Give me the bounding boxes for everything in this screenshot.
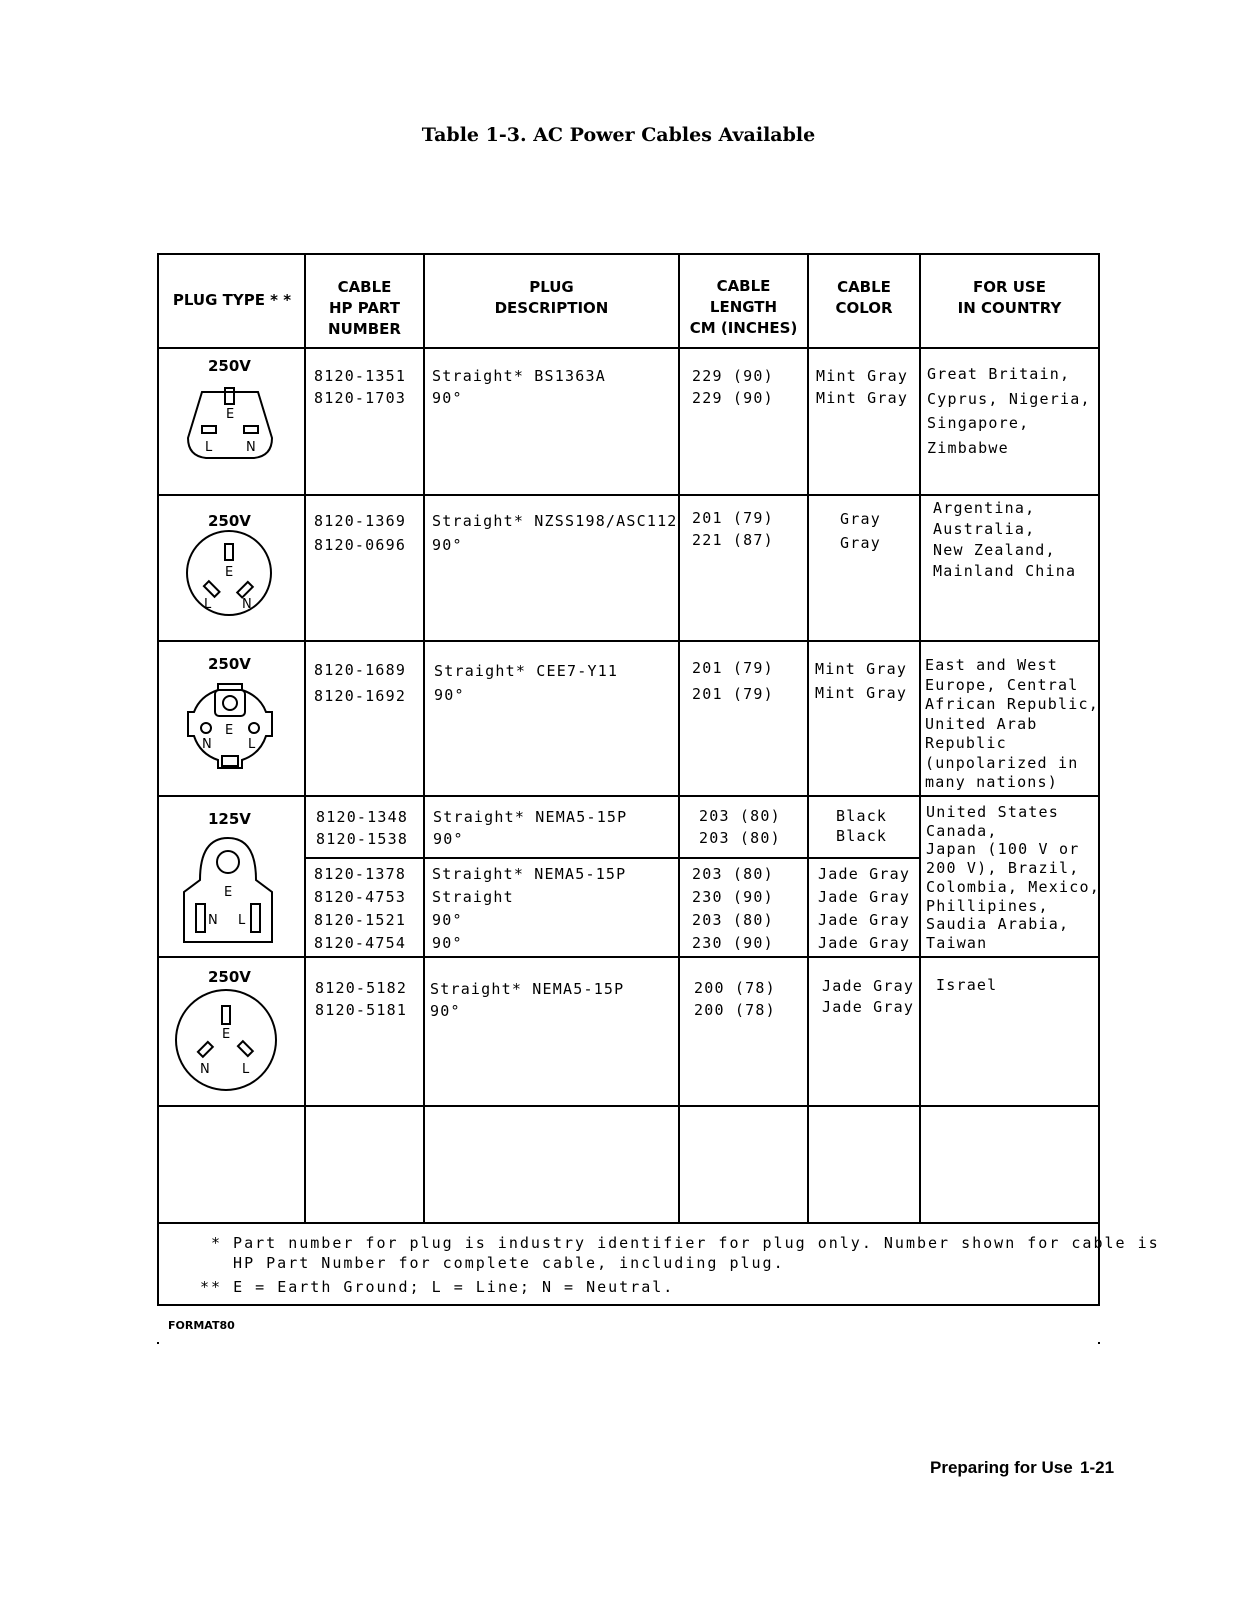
cable-color: Jade Gray Jade Gray	[822, 977, 915, 1016]
footer-page-number: 1-21	[1080, 1458, 1115, 1477]
cable-length: 201 (79) 201 (79)	[692, 659, 774, 703]
subrow-divider	[304, 857, 920, 859]
plug-description: Straight* BS1363A 90°	[432, 367, 606, 407]
cable-length: 229 (90) 229 (90)	[692, 367, 774, 407]
footnote-part-number: * Part number for plug is industry identifier for plug only. Number shown for cable is HP Part Number for complete cable, including plug.	[211, 1234, 1160, 1272]
header-part-number: CABLE HP PART NUMBER	[328, 278, 401, 338]
column-divider	[678, 253, 680, 1224]
footnote-legend: ** E = Earth Ground; L = Line; N = Neutral.	[200, 1278, 675, 1296]
australian-plug-icon	[180, 530, 280, 616]
country-list: Argentina, Australia, New Zealand, Mainland China	[933, 499, 1077, 580]
header-color: CABLE COLOR	[835, 278, 893, 317]
plug-letter-n: N	[242, 597, 252, 612]
cable-color: Gray Gray	[840, 510, 881, 552]
header-description: PLUG DESCRIPTION	[494, 278, 609, 317]
margin-mark	[157, 1342, 159, 1344]
header-length: CABLE LENGTH CM (INCHES)	[689, 277, 798, 337]
margin-mark	[1098, 1342, 1100, 1344]
row-divider	[157, 640, 1100, 642]
header-plug-type: PLUG TYPE * *	[172, 291, 292, 309]
footer-section: Preparing for Use	[930, 1458, 1073, 1477]
plug-letter-e: E	[226, 407, 235, 422]
table-border-left	[157, 253, 159, 1306]
plug-letter-l: L	[238, 913, 246, 928]
plug-letter-e: E	[225, 565, 234, 580]
israel-plug-icon	[172, 988, 282, 1096]
row-divider	[157, 956, 1100, 958]
plug-letter-n: N	[208, 913, 218, 928]
cable-color: Mint Gray Mint Gray	[816, 367, 909, 407]
bs1363-plug-icon	[180, 378, 280, 464]
plug-letter-l: L	[204, 597, 212, 612]
header-country: FOR USE IN COUNTRY	[957, 278, 1062, 317]
plug-description: Straight* NEMA5-15P 90°	[430, 980, 625, 1020]
cable-color: Mint Gray Mint Gray	[815, 660, 908, 702]
table-border-top	[157, 253, 1100, 255]
plug-voltage: 125V	[208, 810, 251, 828]
nema-5-15p-plug-icon	[180, 830, 276, 948]
plug-letter-l: L	[248, 737, 256, 752]
notes-divider	[157, 1222, 1100, 1224]
plug-description: Straight* CEE7-Y11 90°	[434, 662, 619, 704]
part-numbers: 8120-1369 8120-0696	[314, 512, 407, 554]
plug-letter-l: L	[242, 1062, 250, 1077]
row-divider	[157, 1105, 1100, 1107]
part-numbers: 8120-1348 8120-1538	[316, 808, 409, 848]
column-divider	[304, 253, 306, 1224]
cable-length: 203 (80) 203 (80)	[699, 807, 781, 847]
plug-voltage: 250V	[208, 655, 251, 673]
plug-letter-n: N	[246, 440, 256, 455]
column-divider	[423, 253, 425, 1224]
table-border-bottom	[157, 1304, 1100, 1306]
plug-voltage: 250V	[208, 357, 251, 375]
plug-letter-n: N	[200, 1062, 210, 1077]
plug-letter-e: E	[225, 723, 234, 738]
row-divider	[157, 494, 1100, 496]
column-divider	[919, 253, 921, 1224]
country-list: Israel	[936, 976, 998, 994]
cable-length: 203 (80) 230 (90) 203 (80) 230 (90)	[692, 865, 774, 952]
column-divider	[807, 253, 809, 1224]
header-divider	[157, 347, 1100, 349]
format-label: FORMAT80	[168, 1319, 235, 1332]
country-list: United States Canada, Japan (100 V or 200 V), Brazil, Colombia, Mexico, Phillipines, Saudia Arabia, Taiwan	[926, 803, 1100, 952]
country-list: Great Britain, Cyprus, Nigeria, Singapore, Zimbabwe	[927, 365, 1091, 457]
part-numbers: 8120-5182 8120-5181	[315, 979, 408, 1019]
table-title: Table 1-3. AC Power Cables Available	[421, 124, 816, 146]
row-divider	[157, 795, 1100, 797]
plug-voltage: 250V	[208, 968, 251, 986]
country-list: East and West Europe, Central African Republic, United Arab Republic (unpolarized in many nations)	[925, 656, 1099, 791]
cable-color: Jade Gray Jade Gray Jade Gray Jade Gray	[818, 865, 911, 952]
plug-voltage: 250V	[208, 512, 251, 530]
schuko-plug-icon	[180, 676, 280, 776]
part-numbers: 8120-1351 8120-1703	[314, 367, 407, 407]
plug-letter-e: E	[224, 885, 233, 900]
cable-length: 200 (78) 200 (78)	[694, 979, 776, 1019]
plug-letter-e: E	[222, 1027, 231, 1042]
part-numbers: 8120-1689 8120-1692	[314, 661, 407, 705]
plug-letter-l: L	[205, 440, 213, 455]
plug-description: Straight* NEMA5-15P 90°	[433, 808, 628, 848]
cable-length: 201 (79) 221 (87)	[692, 509, 774, 549]
plug-description: Straight* NEMA5-15P Straight 90° 90°	[432, 865, 627, 952]
plug-description: Straight* NZSS198/ASC112 90°	[432, 512, 678, 554]
cable-color: Black Black	[836, 807, 888, 845]
plug-letter-n: N	[202, 737, 212, 752]
part-numbers: 8120-1378 8120-4753 8120-1521 8120-4754	[314, 865, 407, 952]
